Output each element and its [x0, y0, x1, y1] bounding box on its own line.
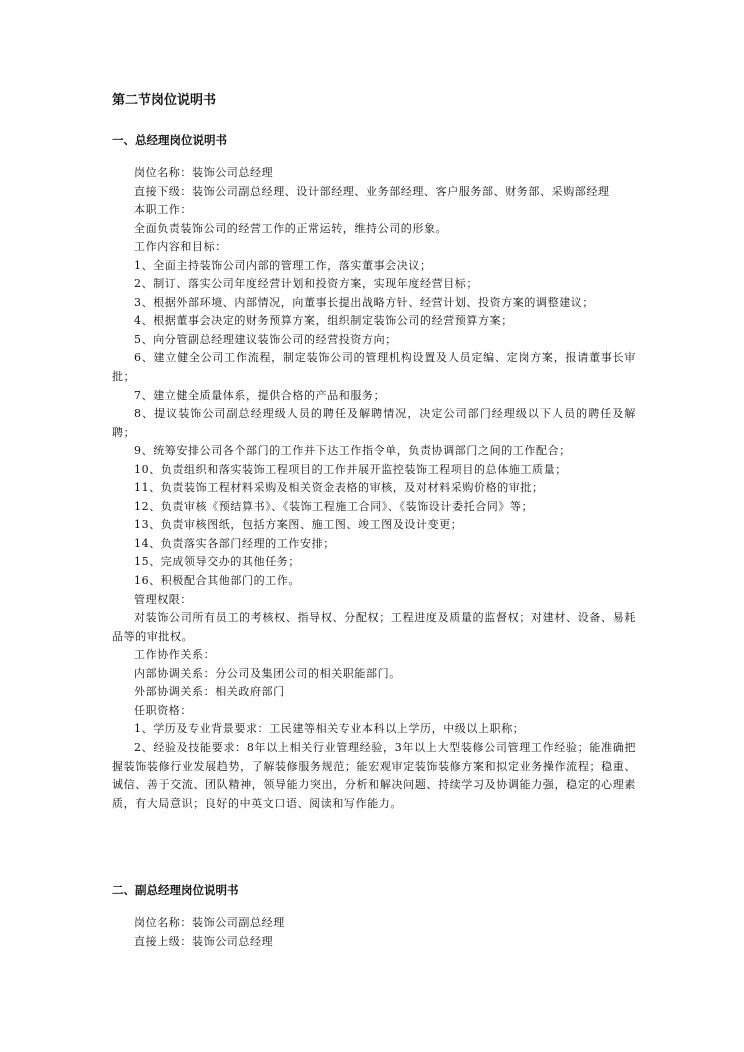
section1-paragraph: 3、根据外部环境、内部情况，向董事长提出战略方针、经营计划、投资方案的调整建议；	[134, 295, 594, 309]
section1-paragraph: 12、负责审核《预结算书》、《装饰工程施工合同》、《装饰设计委托合同》等；	[134, 499, 534, 513]
section1-paragraph: 10、负责组织和落实装饰工程项目的工作并展开监控装饰工程项目的总体施工质量；	[134, 462, 567, 476]
section1-paragraph: 直接下级：装饰公司副总经理、设计部经理、业务部经理、客户服务部、财务部、采购部经理	[134, 184, 610, 198]
section1-paragraph: 对装饰公司所有员工的考核权、指导权、分配权；工程进度及质量的监督权；对建材、设备、易耗品等的审批权。	[112, 611, 636, 643]
section1-paragraph: 1、全面主持装饰公司内部的管理工作，落实董事会决议；	[134, 258, 432, 272]
section-title: 第二节岗位说明书	[112, 93, 217, 108]
section1-paragraph: 2、制订、落实公司年度经营计划和投资方案，实现年度经营目标；	[134, 277, 478, 291]
section1-heading: 一、总经理岗位说明书	[112, 133, 227, 147]
section1-body	[112, 164, 636, 813]
section2-paragraph: 岗位名称：装饰公司副总经理	[134, 916, 285, 929]
section2-paragraph: 直接上级：装饰公司总经理	[134, 934, 274, 948]
section1-paragraph: 6、建立健全公司工作流程，制定装饰公司的管理机构设置及人员定编、定岗方案，报请董事长审批；	[112, 351, 636, 384]
section1-paragraph: 13、负责审核图纸，包括方案图、施工图、竣工图及设计变更；	[134, 518, 463, 532]
section1-paragraph: 9、统筹安排公司各个部门的工作并下达工作指令单，负责协调部门之间的工作配合；	[134, 444, 571, 458]
section1-paragraph: 工作协作关系：	[134, 648, 216, 662]
section1-paragraph: 内部协调关系：分公司及集团公司的相关职能部门。	[134, 666, 401, 680]
section1-paragraph: 管理权限：	[134, 592, 192, 606]
section2-heading: 二、副总经理岗位说明书	[112, 883, 239, 897]
section1-paragraph: 外部协调关系：相关政府部门	[134, 685, 285, 699]
section1-paragraph: 2、经验及技能要求：8年以上相关行业管理经验，3年以上大型装修公司管理工作经验；能准确把握装饰装修行业发展趋势，了解装修服务规范；能宏观审定装饰装修方案和拟定业务操作流程；稳重、诚信、善于交流、团队精神，领导能力突出，分析和解决问题、持续学习及协调能力强，稳定的心理素质，有大局意识；良好的中英文口语、阅读和写作能力。	[112, 740, 636, 810]
section1-paragraph: 本职工作：	[134, 203, 192, 217]
section1-paragraph: 15、完成领导交办的其他任务；	[134, 555, 300, 569]
section1-paragraph: 14、负责落实各部门经理的工作安排；	[134, 536, 335, 550]
section1-paragraph: 1、学历及专业背景要求：工民建等相关专业本科以上学历，中级以上职称；	[134, 722, 525, 736]
section1-paragraph: 7、建立健全质量体系，提供合格的产品和服务；	[134, 388, 386, 402]
section1-paragraph: 岗位名称：装饰公司总经理	[134, 166, 274, 179]
section1-paragraph: 任职资格：	[134, 703, 192, 717]
section1-paragraph: 8、提议装饰公司副总经理级人员的聘任及解聘情况，决定公司部门经理级以下人员的聘任及解聘；	[112, 407, 636, 439]
section1-paragraph: 16、积极配合其他部门的工作。	[134, 574, 300, 588]
section1-paragraph: 工作内容和目标：	[134, 240, 227, 254]
section1-paragraph: 5、向分管副总经理建议装饰公司的经营投资方向；	[134, 332, 397, 346]
section1-paragraph: 4、根据董事会决定的财务预算方案，组织制定装饰公司的经营预算方案；	[134, 314, 513, 328]
section1-paragraph: 11、负责装饰工程材料采购及相关资金表格的审核，及对材料采购价格的审批；	[134, 481, 544, 495]
section2-body	[112, 914, 636, 951]
section1-paragraph: 全面负责装饰公司的经营工作的正常运转，维持公司的形象。	[134, 221, 448, 235]
